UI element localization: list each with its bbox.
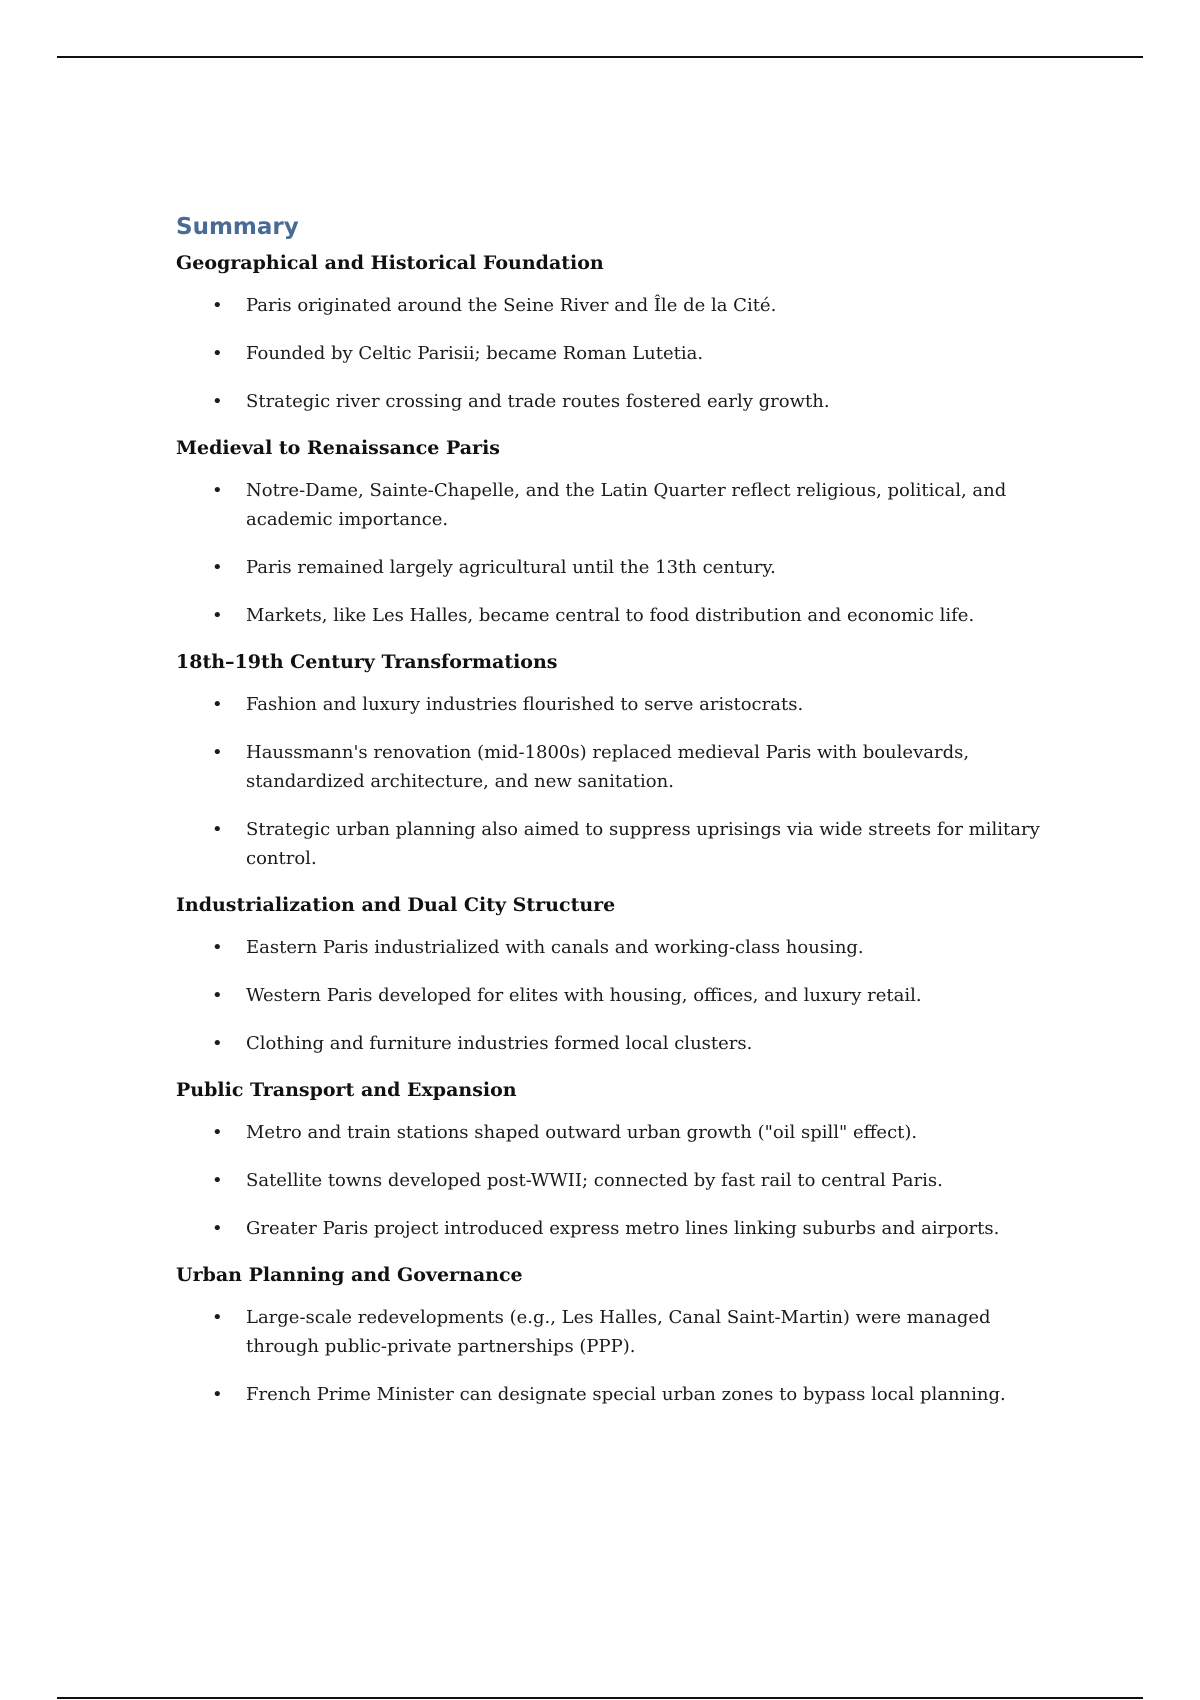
bullet-icon: •: [212, 1218, 223, 1239]
list-item: [176, 981, 1046, 1010]
list-item-text: Markets, like Les Halles, became central to food distribution and economic life.: [246, 605, 975, 626]
list-item-text: Paris originated around the Seine River and Île de la Cité.: [246, 295, 777, 316]
header-rule: [57, 56, 1143, 58]
list-item-text: Haussmann's renovation (mid-1800s) replaced medieval Paris with boulevards, standardized architecture, and new sanitation.: [246, 742, 970, 792]
list-item: [176, 1118, 1046, 1147]
list-item-text: Paris remained largely agricultural until the 13th century.: [246, 557, 776, 578]
list-item: [176, 690, 1046, 719]
list-item: [176, 738, 1046, 796]
list-item: [176, 815, 1046, 873]
list-item: [176, 1380, 1046, 1409]
list-item-text: Eastern Paris industrialized with canals and working-class housing.: [246, 937, 864, 958]
bullet-icon: •: [212, 937, 223, 958]
section-18th-19th-century: [176, 649, 1046, 873]
bullet-list: [176, 476, 1046, 630]
bullet-icon: •: [212, 1384, 223, 1405]
list-item-text: Large-scale redevelopments (e.g., Les Halles, Canal Saint-Martin) were managed through public-private partnerships (PPP).: [246, 1307, 991, 1357]
footer-rule: [57, 1697, 1143, 1699]
page-title: Summary: [176, 214, 299, 240]
bullet-icon: •: [212, 985, 223, 1006]
bullet-icon: •: [212, 1307, 223, 1328]
bullet-list: [176, 933, 1046, 1058]
document-body: [176, 212, 1046, 1428]
bullet-icon: •: [212, 1122, 223, 1143]
list-item: [176, 1303, 1046, 1361]
list-item-text: Clothing and furniture industries formed local clusters.: [246, 1033, 753, 1054]
list-item: [176, 476, 1046, 534]
bullet-icon: •: [212, 295, 223, 316]
list-item-text: Western Paris developed for elites with housing, offices, and luxury retail.: [246, 985, 922, 1006]
list-item-text: Strategic urban planning also aimed to suppress uprisings via wide streets for military control.: [246, 819, 1040, 869]
list-item: [176, 1214, 1046, 1243]
bullet-icon: •: [212, 1033, 223, 1054]
section-heading: Geographical and Historical Foundation: [176, 252, 604, 274]
list-item: [176, 933, 1046, 962]
bullet-icon: •: [212, 694, 223, 715]
list-item: [176, 1166, 1046, 1195]
section-heading: Public Transport and Expansion: [176, 1079, 517, 1101]
bullet-icon: •: [212, 480, 223, 501]
bullet-icon: •: [212, 343, 223, 364]
bullet-icon: •: [212, 819, 223, 840]
section-heading: 18th–19th Century Transformations: [176, 651, 558, 673]
list-item: [176, 387, 1046, 416]
list-item: [176, 339, 1046, 368]
section-geographical-historical-foundation: [176, 250, 1046, 416]
list-item-text: Fashion and luxury industries flourished to serve aristocrats.: [246, 694, 804, 715]
bullet-icon: •: [212, 1170, 223, 1191]
list-item-text: Metro and train stations shaped outward urban growth ("oil spill" effect).: [246, 1122, 918, 1143]
section-industrialization: [176, 892, 1046, 1058]
section-heading: Urban Planning and Governance: [176, 1264, 523, 1286]
list-item: [176, 1029, 1046, 1058]
list-item-text: Founded by Celtic Parisii; became Roman Lutetia.: [246, 343, 704, 364]
bullet-list: [176, 291, 1046, 416]
section-public-transport: [176, 1077, 1046, 1243]
bullet-list: [176, 690, 1046, 873]
bullet-list: [176, 1118, 1046, 1243]
bullet-icon: •: [212, 557, 223, 578]
bullet-icon: •: [212, 742, 223, 763]
bullet-icon: •: [212, 605, 223, 626]
list-item-text: Notre-Dame, Sainte-Chapelle, and the Latin Quarter reflect religious, political, and academic importance.: [246, 480, 1007, 530]
list-item-text: Greater Paris project introduced express metro lines linking suburbs and airports.: [246, 1218, 1000, 1239]
list-item: [176, 601, 1046, 630]
list-item-text: Satellite towns developed post-WWII; connected by fast rail to central Paris.: [246, 1170, 943, 1191]
section-heading: Medieval to Renaissance Paris: [176, 437, 500, 459]
list-item: [176, 553, 1046, 582]
list-item-text: French Prime Minister can designate special urban zones to bypass local planning.: [246, 1384, 1006, 1405]
section-urban-planning: [176, 1262, 1046, 1409]
list-item-text: Strategic river crossing and trade routes fostered early growth.: [246, 391, 830, 412]
list-item: [176, 291, 1046, 320]
bullet-list: [176, 1303, 1046, 1409]
bullet-icon: •: [212, 391, 223, 412]
section-heading: Industrialization and Dual City Structure: [176, 894, 616, 916]
section-medieval-renaissance: [176, 435, 1046, 630]
